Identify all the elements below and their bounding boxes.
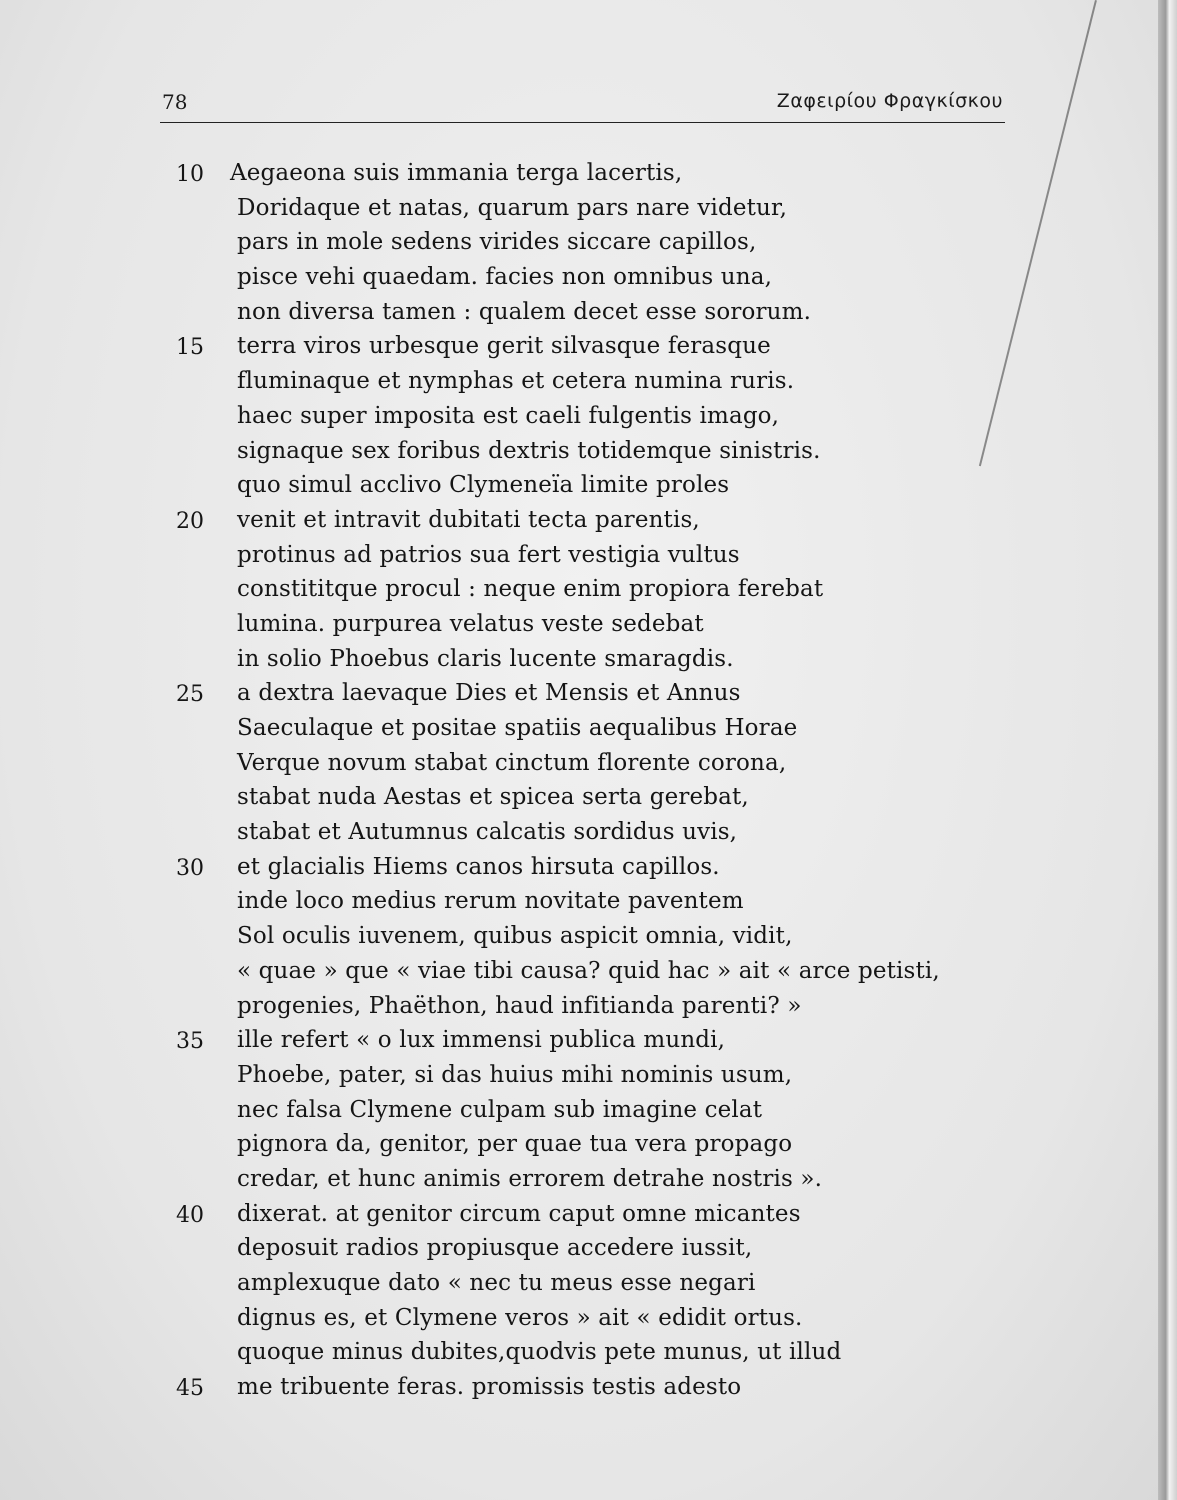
verse-text: quo simul acclivo Clymeneïa limite proles <box>237 472 730 499</box>
verse-line <box>0 817 1158 852</box>
verse-text: lumina. purpurea velatus veste sedebat <box>237 610 704 637</box>
verse-line <box>0 227 1158 262</box>
verse-line <box>0 991 1158 1026</box>
verse-line <box>0 1337 1158 1372</box>
verse-text: et glacialis Hiems canos hirsuta capillos. <box>237 853 720 880</box>
poem-text <box>0 158 1158 1407</box>
verse-line <box>0 540 1158 575</box>
verse-text: stabat et Autumnus calcatis sordidus uvis, <box>237 819 738 846</box>
verse-text: haec super imposita est caeli fulgentis imago, <box>237 402 780 429</box>
verse-line <box>0 401 1158 436</box>
verse-line <box>0 921 1158 956</box>
verse-text: pignora da, genitor, per quae tua vera propago <box>237 1131 793 1158</box>
verse-text: Doridaque et natas, quarum pars nare videtur, <box>237 194 788 221</box>
verse-text: pisce vehi quaedam. facies non omnibus una, <box>237 264 773 291</box>
verse-line <box>0 1372 1158 1407</box>
running-title: Ζαφειρίου Φραγκίσκου <box>776 90 1003 112</box>
verse-line <box>0 1060 1158 1095</box>
verse-line <box>0 1233 1158 1268</box>
verse-text: progenies, Phaëthon, haud infitianda parenti? » <box>237 992 802 1019</box>
verse-text: dignus es, et Clymene veros » ait « edidit ortus. <box>237 1304 803 1331</box>
verse-line <box>0 678 1158 713</box>
verse-text: in solio Phoebus claris lucente smaragdis. <box>237 645 734 672</box>
verse-text: credar, et hunc animis errorem detrahe nostris ». <box>237 1165 823 1192</box>
verse-text: Sol oculis iuvenem, quibus aspicit omnia, vidit, <box>237 923 793 950</box>
verse-line <box>0 1129 1158 1164</box>
verse-text: Aegaeona suis immania terga lacertis, <box>230 160 683 186</box>
verse-text: quoque minus dubites,quodvis pete munus, ut illud <box>237 1339 842 1366</box>
verse-text: a dextra laevaque Dies et Mensis et Annus <box>237 680 741 707</box>
verse-text: inde loco medius rerum novitate paventem <box>237 888 744 915</box>
verse-text: ille refert « o lux immensi publica mundi, <box>237 1027 726 1054</box>
verse-line <box>0 1268 1158 1303</box>
verse-number: 15 <box>176 335 204 361</box>
page-edge <box>1158 0 1177 1500</box>
verse-number: 40 <box>176 1202 204 1228</box>
verse-line <box>0 1303 1158 1338</box>
verse-text: stabat nuda Aestas et spicea serta gerebat, <box>237 784 749 811</box>
verse-line <box>0 262 1158 297</box>
verse-line <box>0 852 1158 887</box>
verse-text: pars in mole sedens virides siccare capillos, <box>237 229 757 256</box>
verse-text: Phoebe, pater, si das huius mihi nominis usum, <box>237 1061 793 1088</box>
verse-text: nec falsa Clymene culpam sub imagine celat <box>237 1096 763 1123</box>
verse-text: constititque procul : neque enim propiora ferebat <box>237 576 824 603</box>
verse-number: 10 <box>176 162 204 187</box>
verse-line <box>0 956 1158 991</box>
verse-line <box>0 436 1158 471</box>
verse-line <box>0 158 1158 193</box>
verse-text: deposuit radios propiusque accedere iussit, <box>237 1235 753 1262</box>
verse-line <box>0 1025 1158 1060</box>
verse-text: Saeculaque et positae spatiis aequalibus Horae <box>237 715 798 741</box>
verse-line <box>0 505 1158 540</box>
verse-line <box>0 193 1158 228</box>
verse-line <box>0 886 1158 921</box>
verse-line <box>0 713 1158 748</box>
verse-text: venit et intravit dubitati tecta parentis, <box>237 506 700 533</box>
verse-line <box>0 331 1158 366</box>
verse-line <box>0 470 1158 505</box>
verse-text: fluminaque et nymphas et cetera numina ruris. <box>237 368 795 395</box>
verse-text: amplexuque dato « nec tu meus esse negari <box>237 1270 756 1296</box>
page-header <box>160 90 1005 123</box>
verse-line <box>0 574 1158 609</box>
verse-line <box>0 609 1158 644</box>
verse-text: non diversa tamen : qualem decet esse sororum. <box>237 298 812 325</box>
verse-text: « quae » que « viae tibi causa? quid hac » ait « arce petisti, <box>237 957 940 984</box>
verse-number: 30 <box>176 855 204 881</box>
verse-number: 35 <box>176 1029 204 1055</box>
verse-text: Verque novum stabat cinctum florente corona, <box>237 749 787 776</box>
verse-line <box>0 1164 1158 1199</box>
page-number: 78 <box>162 90 188 114</box>
verse-text: signaque sex foribus dextris totidemque sinistris. <box>237 437 821 464</box>
verse-text: dixerat. at genitor circum caput omne micantes <box>237 1200 801 1227</box>
verse-line <box>0 297 1158 332</box>
verse-line <box>0 366 1158 401</box>
verse-line <box>0 1095 1158 1130</box>
verse-number: 45 <box>176 1376 204 1402</box>
verse-number: 20 <box>176 508 204 534</box>
verse-line <box>0 1199 1158 1234</box>
verse-line <box>0 748 1158 783</box>
verse-number: 25 <box>176 682 204 708</box>
verse-line <box>0 782 1158 817</box>
verse-text: terra viros urbesque gerit silvasque ferasque <box>237 333 771 360</box>
verse-text: protinus ad patrios sua fert vestigia vultus <box>237 541 740 568</box>
verse-line <box>0 644 1158 679</box>
verse-text: me tribuente feras. promissis testis adesto <box>237 1374 742 1401</box>
